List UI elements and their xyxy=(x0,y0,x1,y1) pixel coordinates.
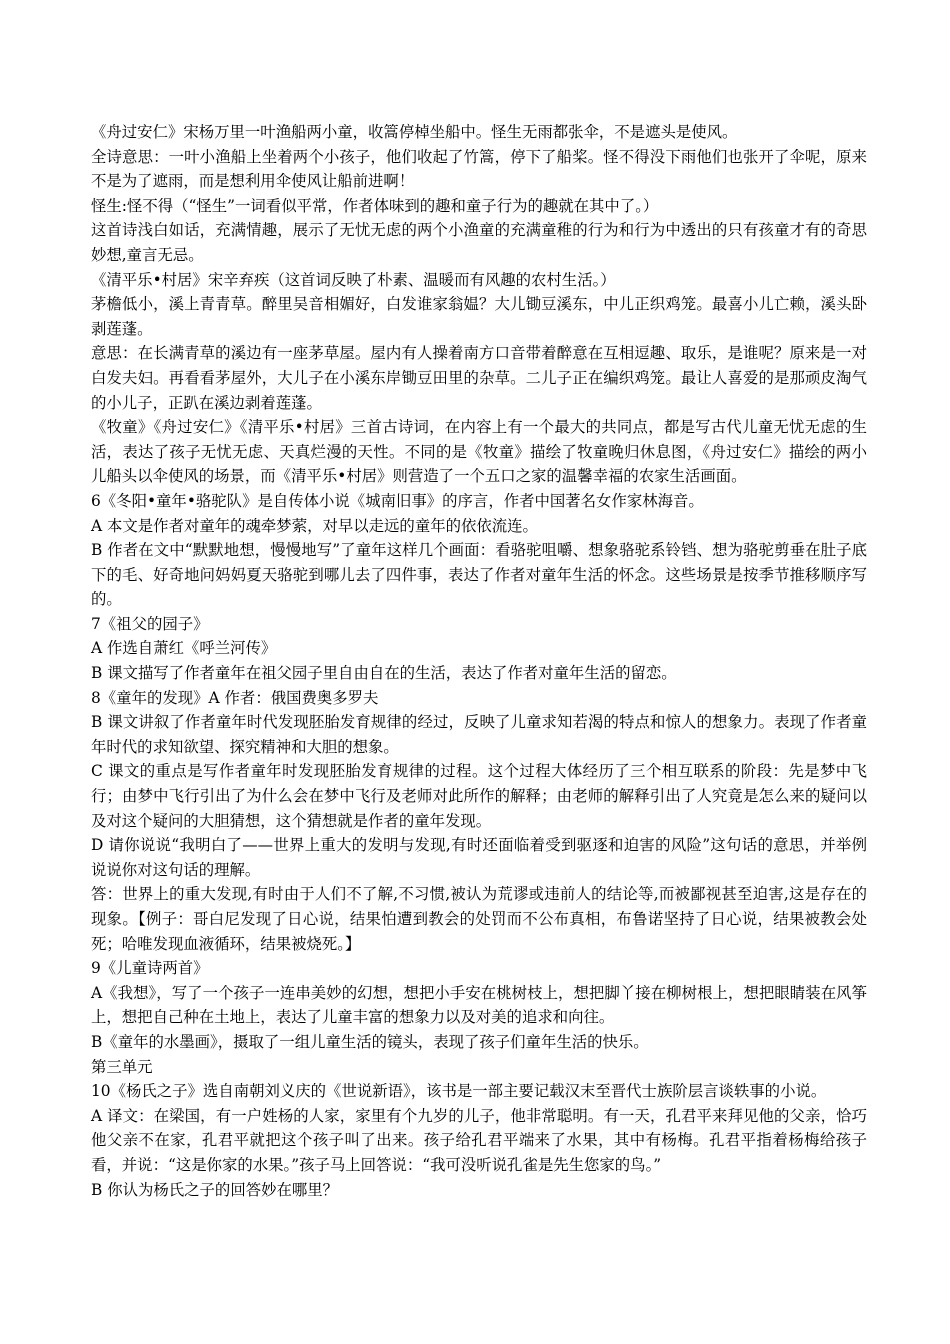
paragraph: 9《儿童诗两首》 xyxy=(91,959,209,978)
paragraph: B 课文描写了作者童年在祖父园子里自由自在的生活，表达了作者对童年生活的留恋。 xyxy=(91,664,677,683)
paragraph: A 译文：在梁国，有一户姓杨的人家，家里有个九岁的儿子，他非常聪明。有一天，孔君平来拜见他的父亲，恰巧他父亲不在家，孔君平就把这个孩子叫了出来。孩子给孔君平端来了水果，其中有杨梅。孔君平指着杨梅给孩子看，并说：“这是你家的水果。”孩子马上回答说：“我可没听说孔雀是先生您家的鸟。” xyxy=(91,1106,867,1174)
paragraph: B 作者在文中“默默地想，慢慢地写”了童年这样几个画面：看骆驼咀嚼、想象骆驼系铃铛、想为骆驼剪垂在肚子底下的毛、好奇地问妈妈夏天骆驼到哪儿去了四件事，表达了作者对童年生活的怀念。这些场景是按季节推移顺序写的。 xyxy=(91,541,867,609)
paragraph: A 本文是作者对童年的魂牵梦萦，对早以走远的童年的依依流连。 xyxy=(91,516,538,535)
paragraph: 意思：在长满青草的溪边有一座茅草屋。屋内有人操着南方口音带着醉意在互相逗趣、取乐，是谁呢？原来是一对白发夫妇。再看看茅屋外，大儿子在小溪东岸锄豆田里的杂草。二儿子正在编织鸡笼。最让人喜爱的是那顽皮淘气的小儿子，正趴在溪边剥着莲蓬。 xyxy=(91,344,867,412)
document-body xyxy=(91,120,867,1202)
section-heading: 第三单元 xyxy=(91,1057,153,1076)
paragraph: C 课文的重点是写作者童年时发现胚胎发育规律的过程。这个过程大体经历了三个相互联系的阶段：先是梦中飞行；由梦中飞行引出了为什么会在梦中飞行及老师对此所作的解释；由老师的解释引出了人究竟是怎么来的疑问以及对这个疑问的大胆猜想，这个猜想就是作者的童年发现。 xyxy=(91,762,867,830)
paragraph: 《清平乐•村居》宋辛弃疾（这首词反映了朴素、温暖而有风趣的农村生活。） xyxy=(91,270,616,289)
paragraph: A 作选自萧红《呼兰河传》 xyxy=(91,639,277,658)
paragraph: B 你认为杨氏之子的回答妙在哪里？ xyxy=(91,1180,339,1199)
paragraph: 8《童年的发现》A 作者：俄国费奥多罗夫 xyxy=(91,688,379,707)
paragraph: 10《杨氏之子》选自南朝刘义庆的《世说新语》，该书是一部主要记载汉末至晋代士族阶层言谈轶事的小说。 xyxy=(91,1082,827,1101)
paragraph: 茅檐低小，溪上青青草。醉里吴音相媚好，白发谁家翁媪？大儿锄豆溪东，中儿正织鸡笼。最喜小儿亡赖，溪头卧剥莲蓬。 xyxy=(91,295,867,338)
paragraph: D 请你说说“我明白了——世界上重大的发明与发现,有时还面临着受到驱逐和迫害的风险”这句话的意思，并举例说说你对这句话的理解。 xyxy=(91,836,867,879)
paragraph: 这首诗浅白如话，充满情趣，展示了无忧无虑的两个小渔童的充满童稚的行为和行为中透出的只有孩童才有的奇思妙想,童言无忌。 xyxy=(91,221,867,264)
paragraph: B 课文讲叙了作者童年时代发现胚胎发育规律的经过，反映了儿童求知若渴的特点和惊人的想象力。表现了作者童年时代的求知欲望、探究精神和大胆的想象。 xyxy=(91,713,867,756)
paragraph: 全诗意思：一叶小渔船上坐着两个小孩子，他们收起了竹篙，停下了船桨。怪不得没下雨他们也张开了伞呢，原来不是为了遮雨，而是想利用伞使风让船前进啊！ xyxy=(91,147,867,191)
paragraph: 6《冬阳•童年•骆驼队》是自传体小说《城南旧事》的序言，作者中国著名女作家林海音。 xyxy=(91,491,704,510)
paragraph: 怪生:怪不得（“怪生”一词看似平常，作者体味到的趣和童子行为的趣就在其中了。） xyxy=(91,196,659,215)
paragraph: 7《祖父的园子》 xyxy=(91,614,209,633)
paragraph: 《牧童》《舟过安仁》《清平乐•村居》三首古诗词，在内容上有一个最大的共同点，都是写古代儿童无忧无虑的生活，表达了孩子无忧无虑、天真烂漫的天性。不同的是《牧童》描绘了牧童晚归休息图，《舟过安仁》描绘的两小儿船头以伞使风的场景，而《清平乐•村居》则营造了一个五口之家的温馨幸福的农家生活画面。 xyxy=(91,418,867,486)
paragraph: 答：世界上的重大发现,有时由于人们不了解,不习惯,被认为荒谬或违前人的结论等,而被鄙视甚至迫害,这是存在的现象。【例子：哥白尼发现了日心说，结果怕遭到教会的处罚而不公布真相，布鲁诺坚持了日心说，结果被教会处死；哈唯发现血液循环，结果被烧死。】 xyxy=(91,885,867,953)
paragraph: B《童年的水墨画》，摄取了一组儿童生活的镜头，表现了孩子们童年生活的快乐。 xyxy=(91,1032,649,1051)
paragraph: A《我想》，写了一个孩子一连串美妙的幻想，想把小手安在桃树枝上，想把脚丫接在柳树根上，想把眼睛装在风筝上，想把自己种在土地上，表达了儿童丰富的想象力以及对美的追求和向往。 xyxy=(91,983,867,1027)
paragraph: 《舟过安仁》宋杨万里一叶渔船两小童，收篙停棹坐船中。怪生无雨都张伞，不是遮头是使风。 xyxy=(91,123,738,141)
